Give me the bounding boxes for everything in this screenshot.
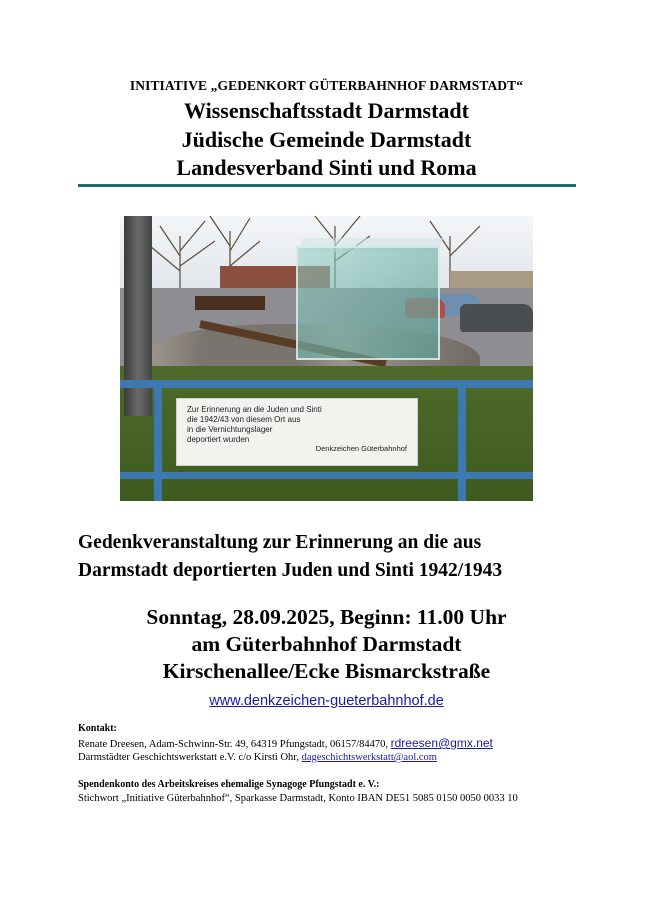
photo-fence-rail [120,472,533,479]
donation-title: Spendenkonto des Arbeitskreises ehemalige Synagoge Pfungstadt e. V.: [78,779,380,790]
event-title [78,529,502,585]
event-address: Kirschenallee/Ecke Bismarckstraße [162,659,491,683]
event-title-line1: Gedenkveranstaltung zur Erinnerung an die aus [78,532,482,553]
photo-fence-rail [120,380,533,388]
email-link-dreesen[interactable]: rdreesen@gmx.net [390,736,493,750]
contact-dreesen-text: Renate Dreesen, Adam-Schwinn-Str. 49, 64319 Pfungstadt, 06157/84470, [78,739,391,750]
org-landesverband: Landesverband Sinti und Roma [176,155,477,180]
org-juedische-gemeinde: Jüdische Gemeinde Darmstadt [181,127,472,152]
photo-rail [195,296,265,310]
initiative-heading: INITIATIVE „GEDENKORT GÜTERBAHNHOF DARMSTADT“ [129,78,524,93]
header-divider [78,184,576,187]
memorial-sign [176,398,418,466]
photo-car [460,304,533,332]
event-title-line2: Darmstadt deportierten Juden und Sinti 1942/1943 [78,560,503,581]
contact-geschichtswerkstatt-text: Darmstädter Geschichtswerkstatt e.V. c/o Kirsti Ohr, [78,752,302,763]
event-date: Sonntag, 28.09.2025, Beginn: 11.00 Uhr [146,605,507,629]
memorial-photo [120,216,533,501]
memorial-sign-text: Zur Erinnerung an die Juden und Sinti die 1942/43 von diesem Ort aus in die Vernichtungslager deportiert wurden [187,405,322,444]
email-link-geschichtswerkstatt[interactable]: dageschichtswerkstatt@aol.com [301,752,437,763]
contact-line-dreesen [78,737,493,751]
memorial-sign-brand: Denkzeichen Güterbahnhof [315,444,407,453]
photo-glass-cube [296,246,440,360]
donation-details: Stichwort „Initiative Güterbahnhof“, Sparkasse Darmstadt, Konto IBAN DE51 5085 0150 0050 0033 10 [78,793,518,804]
contact-line-geschichtswerkstatt [78,751,437,764]
contact-label: Kontakt: [78,723,117,734]
event-place: am Güterbahnhof Darmstadt [191,632,462,656]
website-link[interactable]: www.denkzeichen-gueterbahnhof.de [209,693,444,709]
org-wissenschaftsstadt: Wissenschaftsstadt Darmstadt [184,98,469,123]
photo-fence-post [154,380,162,501]
photo-fence-post [458,380,466,501]
